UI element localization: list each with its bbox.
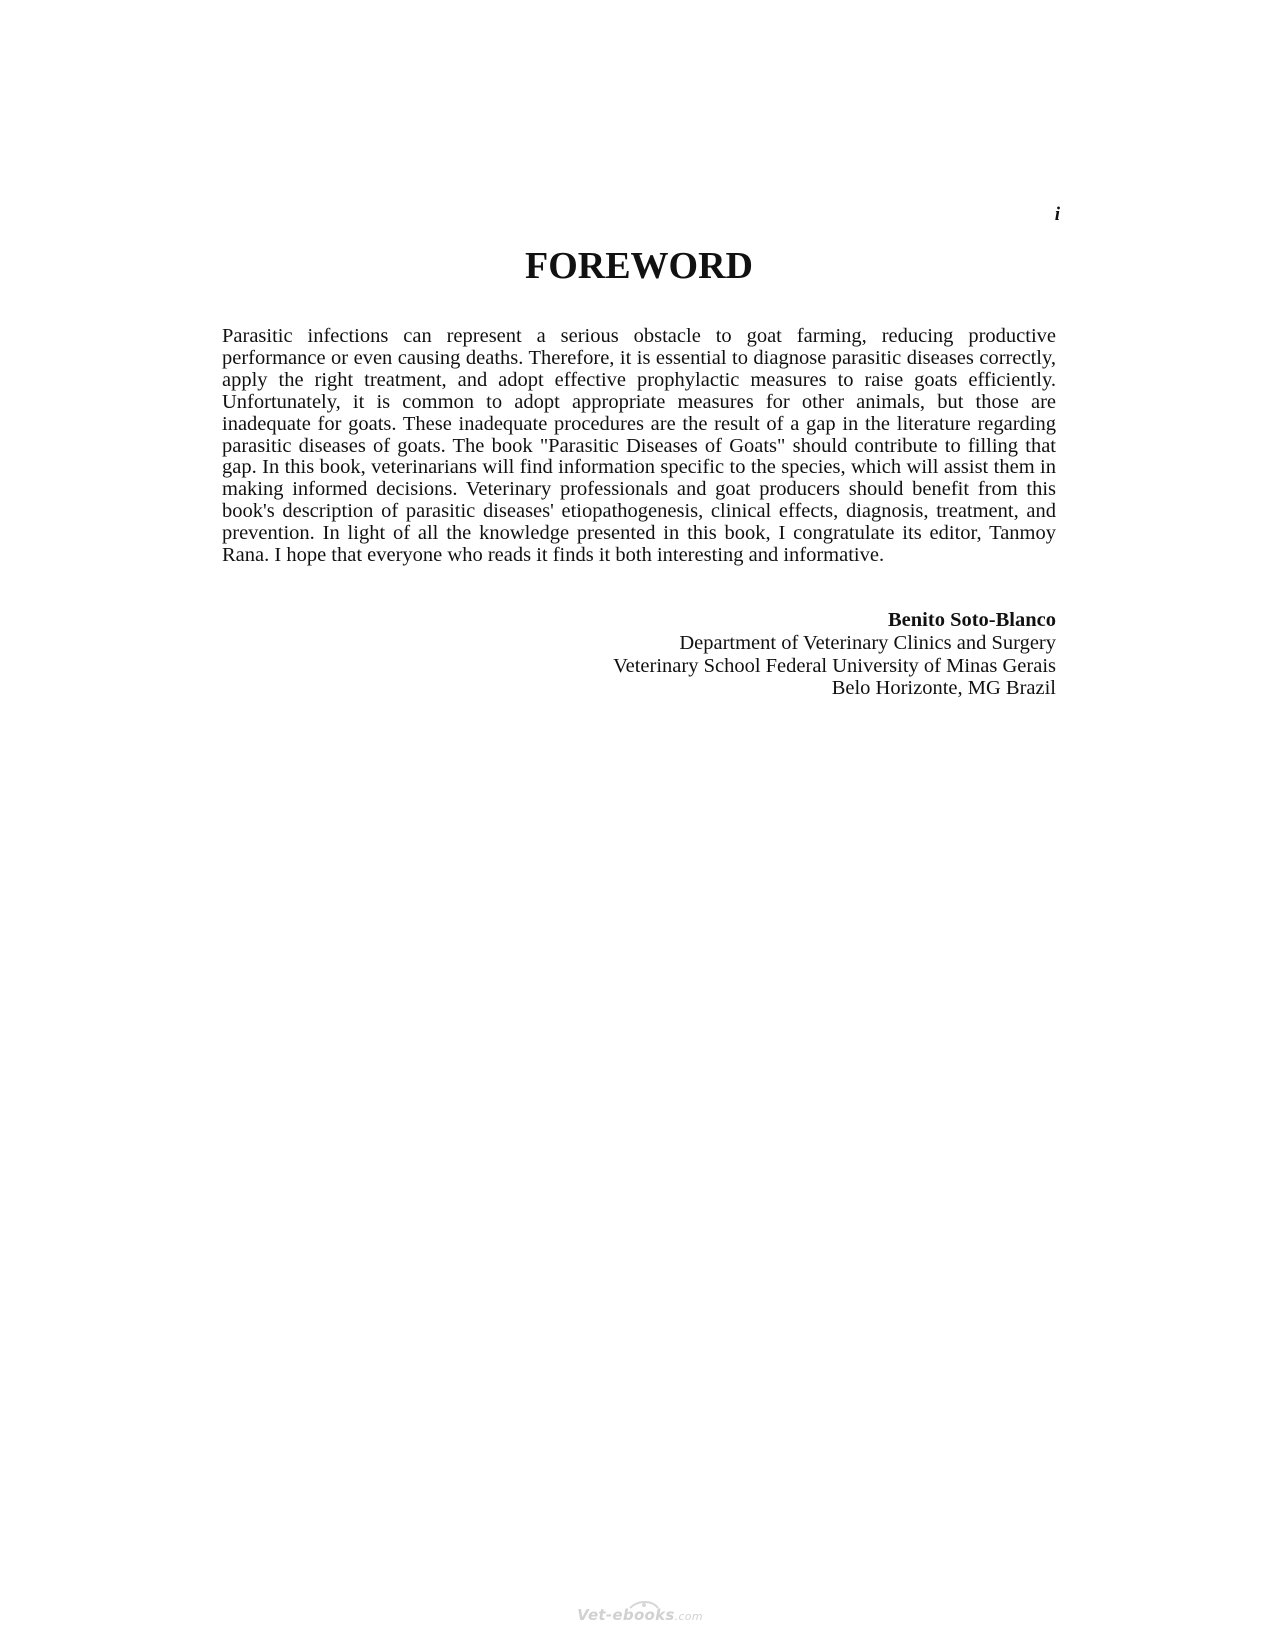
author-institution: Veterinary School Federal University of Minas Gerais	[613, 654, 1056, 677]
page-number: i	[1054, 204, 1060, 225]
author-location: Belo Horizonte, MG Brazil	[831, 677, 1056, 700]
watermark-brand: Vet-ebooks	[577, 1606, 675, 1624]
watermark-text	[560, 1606, 720, 1624]
author-department: Department of Veterinary Clinics and Surgery	[679, 631, 1056, 654]
page-title: FOREWORD	[525, 245, 753, 287]
signature-block	[500, 609, 1056, 700]
watermark-suffix: .com	[674, 1610, 703, 1623]
foreword-body: Parasitic infections can represent a serious obstacle to goat farming, reducing productive performance or even causing deaths. Therefore, it is essential to diagnose parasitic diseases correctly, apply the right treatment, and adopt effective prophylactic measures to raise goats efficiently. Unfortunately, it is common to adopt appropriate measures for other animals, but those are inadequate for goats. These inadequate procedures are the result of a gap in the literature regarding parasitic diseases of goats. The book "Parasitic Diseases of Goats" should contribute to filling that gap. In this book, veterinarians will find information specific to the species, which will assist them in making informed decisions. Veterinary professionals and goat producers should benefit from this book's description of parasitic diseases' etiopathogenesis, clinical effects, diagnosis, treatment, and prevention. In light of all the knowledge presented in this book, I congratulate its editor, Tanmoy Rana. I hope that everyone who reads it finds it both interesting and informative.	[222, 325, 1056, 567]
watermark-logo	[560, 1600, 720, 1630]
author-name: Benito Soto-Blanco	[888, 609, 1056, 631]
